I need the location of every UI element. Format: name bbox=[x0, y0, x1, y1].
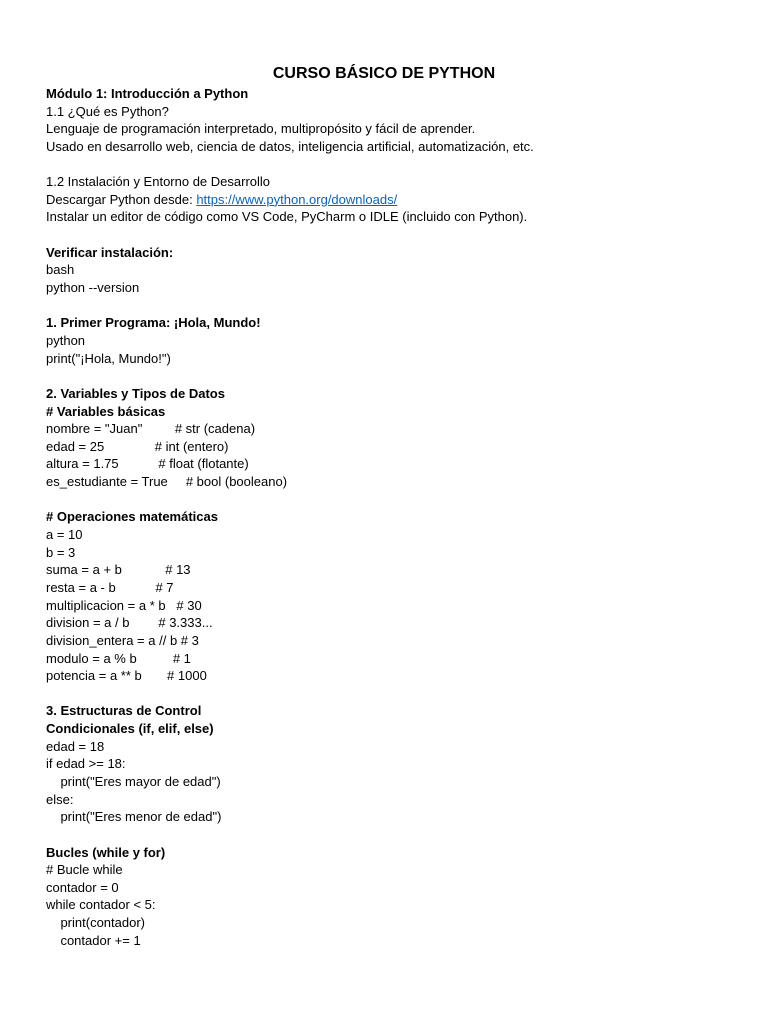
python-download-link[interactable]: https://www.python.org/downloads/ bbox=[196, 191, 398, 207]
blank-line bbox=[46, 156, 736, 174]
loops-heading: Bucles (while y for) bbox=[46, 844, 166, 860]
blank-line bbox=[46, 685, 736, 703]
verify-lang: bash bbox=[46, 262, 75, 278]
section-1-heading: 1. Primer Programa: ¡Hola, Mundo! bbox=[46, 315, 261, 331]
code-line: resta = a - b # 7 bbox=[46, 579, 174, 595]
hello-code: print("¡Hola, Mundo!") bbox=[46, 350, 171, 366]
code-line: if edad >= 18: bbox=[46, 756, 126, 772]
verify-command: python --version bbox=[46, 280, 140, 296]
code-line: division = a / b # 3.333... bbox=[46, 615, 213, 631]
code-line: print("Eres menor de edad") bbox=[46, 809, 222, 825]
section-2-heading: 2. Variables y Tipos de Datos bbox=[46, 385, 225, 401]
module-heading: Módulo 1: Introducción a Python bbox=[46, 86, 249, 101]
blank-line bbox=[46, 297, 736, 315]
code-line: modulo = a % b # 1 bbox=[46, 650, 191, 666]
code-line: contador += 1 bbox=[46, 932, 141, 948]
python-uses-line: Usado en desarrollo web, ciencia de datos, inteligencia artificial, automatización, etc. bbox=[46, 138, 534, 154]
code-line: multiplicacion = a * b # 30 bbox=[46, 597, 202, 613]
basic-variables-heading: # Variables básicas bbox=[46, 403, 166, 419]
math-operations-heading: # Operaciones matemáticas bbox=[46, 509, 218, 525]
editor-line: Instalar un editor de código como VS Code, PyCharm o IDLE (incluido con Python). bbox=[46, 209, 528, 225]
code-line: nombre = "Juan" # str (cadena) bbox=[46, 421, 256, 437]
code-line: edad = 25 # int (entero) bbox=[46, 438, 229, 454]
code-line: # Bucle while bbox=[46, 862, 123, 878]
blank-line bbox=[46, 226, 736, 244]
code-line: print(contador) bbox=[46, 915, 145, 931]
code-line: a = 10 bbox=[46, 527, 83, 543]
code-line: altura = 1.75 # float (flotante) bbox=[46, 456, 249, 472]
code-line: print("Eres mayor de edad") bbox=[46, 773, 221, 789]
verify-heading: Verificar instalación: bbox=[46, 244, 174, 260]
code-line: division_entera = a // b # 3 bbox=[46, 632, 199, 648]
python-description-line: Lenguaje de programación interpretado, multipropósito y fácil de aprender. bbox=[46, 121, 476, 137]
blank-line bbox=[46, 367, 736, 385]
code-line: b = 3 bbox=[46, 544, 76, 560]
code-line: contador = 0 bbox=[46, 879, 119, 895]
code-line: edad = 18 bbox=[46, 738, 105, 754]
download-line bbox=[46, 191, 736, 209]
code-line: else: bbox=[46, 791, 74, 807]
section-1-1-heading: 1.1 ¿Qué es Python? bbox=[46, 103, 169, 119]
code-line: suma = a + b # 13 bbox=[46, 562, 191, 578]
code-line: while contador < 5: bbox=[46, 897, 156, 913]
conditionals-heading: Condicionales (if, elif, else) bbox=[46, 721, 214, 737]
blank-line bbox=[46, 491, 736, 509]
document-title: CURSO BÁSICO DE PYTHON bbox=[272, 65, 496, 82]
code-line: es_estudiante = True # bool (booleano) bbox=[46, 474, 288, 490]
section-1-2-heading: 1.2 Instalación y Entorno de Desarrollo bbox=[46, 174, 271, 190]
document-body bbox=[46, 85, 736, 949]
blank-line bbox=[46, 826, 736, 844]
download-prefix: Descargar Python desde: bbox=[46, 191, 197, 207]
section-3-heading: 3. Estructuras de Control bbox=[46, 703, 202, 719]
code-line: potencia = a ** b # 1000 bbox=[46, 668, 207, 684]
hello-lang: python bbox=[46, 332, 86, 348]
